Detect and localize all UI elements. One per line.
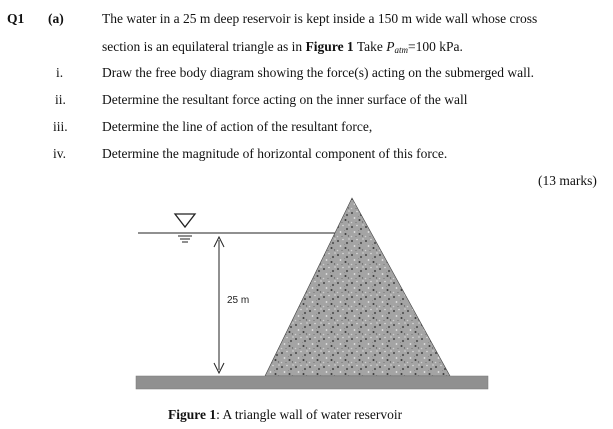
item-numeral: iv. xyxy=(53,146,66,161)
patm-subscript: atm xyxy=(394,45,408,55)
water-level-symbol xyxy=(175,214,195,227)
figure-caption-label: Figure 1 xyxy=(168,407,217,422)
patm-value: =100 kPa. xyxy=(407,39,463,54)
question-intro-line2 xyxy=(102,38,463,59)
figure-caption xyxy=(168,406,402,424)
triangle-wall xyxy=(265,198,450,376)
item-text: Determine the resultant force acting on the inner surface of the wall xyxy=(102,92,468,107)
item-numeral: iii. xyxy=(53,119,68,134)
patm-symbol: P xyxy=(386,39,395,54)
item-text: Draw the free body diagram showing the force(s) acting on the submerged wall. xyxy=(102,65,534,80)
ground-base xyxy=(136,376,488,389)
question-intro-line1: The water in a 25 m deep reservoir is kept inside a 150 m wide wall whose cross xyxy=(102,11,538,26)
item-text: Determine the magnitude of horizontal component of this force. xyxy=(102,146,448,161)
part-label: (a) xyxy=(48,11,64,26)
question-number: Q1 xyxy=(7,11,25,26)
figure-caption-text: : A triangle wall of water reservoir xyxy=(216,407,403,422)
marks-label: (13 marks) xyxy=(538,173,597,188)
intro-line2-text: section is an equilateral triangle as in xyxy=(102,39,306,54)
item-numeral: i. xyxy=(56,65,64,80)
item-numeral: ii. xyxy=(55,92,66,107)
item-text: Determine the line of action of the resultant force, xyxy=(102,119,373,134)
depth-label: 25 m xyxy=(227,295,250,306)
figure-reference: Figure 1 xyxy=(305,39,354,54)
take-text: Take xyxy=(353,39,387,54)
